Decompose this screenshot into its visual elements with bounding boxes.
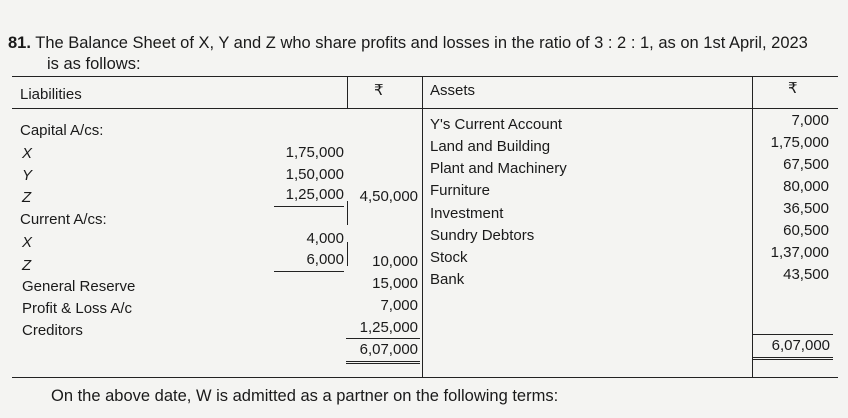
table-top-rule (12, 76, 838, 77)
assets-total: 6,07,000 (753, 334, 833, 360)
asset-label-land-building: Land and Building (430, 138, 551, 155)
question-text-1: The Balance Sheet of X, Y and Z who share profits and losses in the ratio of 3 : 2 : 1, as on 1st April, 2023 (35, 34, 808, 52)
liab-amount-profit-loss: 7,000 (380, 297, 418, 314)
asset-label-investment: Investment (430, 205, 504, 222)
liab-sub-capital-y: 1,50,000 (285, 166, 344, 183)
asset-amount-investment: 36,500 (783, 200, 829, 217)
liab-amount-creditors: 1,25,000 (359, 319, 418, 336)
header-liab-currency: ₹ (374, 82, 384, 99)
liab-sub-current-z: 6,000 (274, 249, 344, 272)
liab-amount-current-total: 10,000 (372, 253, 418, 270)
liab-label-current: Current A/cs: (20, 211, 107, 228)
table-bottom-rule (12, 377, 838, 378)
liab-label-creditors: Creditors (22, 322, 83, 339)
liab-label-current-x: X (22, 234, 33, 251)
header-assets-currency: ₹ (788, 80, 798, 97)
balance-sheet-table (12, 76, 838, 378)
asset-amount-sundry-debtors: 60,500 (783, 222, 829, 239)
col-divider-middle (422, 76, 423, 377)
asset-label-y-current: Y's Current Account (430, 116, 563, 133)
liab-label-profit-loss: Profit & Loss A/c (22, 300, 133, 317)
asset-amount-y-current: 7,000 (791, 112, 829, 129)
header-assets: Assets (430, 82, 476, 99)
question-number: 81. (8, 34, 31, 52)
asset-amount-plant-machinery: 67,500 (783, 156, 829, 173)
liab-label-current-z: Z (22, 257, 32, 274)
liab-amount-general-reserve: 15,000 (372, 275, 418, 292)
col-divider-liab-amount-body (347, 201, 348, 225)
asset-amount-bank: 43,500 (783, 266, 829, 283)
liab-sub-capital-x: 1,75,000 (285, 144, 344, 161)
col-divider-liab-amount-body2 (347, 242, 348, 266)
asset-amount-furniture: 80,000 (783, 178, 829, 195)
asset-amount-stock: 1,37,000 (770, 244, 829, 261)
liab-label-general-reserve: General Reserve (22, 278, 136, 295)
col-divider-liab-amount (347, 76, 348, 108)
asset-label-stock: Stock (430, 249, 468, 266)
liab-sub-capital-z: 1,25,000 (274, 184, 344, 207)
asset-label-furniture: Furniture (430, 182, 491, 199)
table-header-rule (12, 108, 838, 109)
header-liabilities: Liabilities (20, 86, 82, 103)
asset-amount-land-building: 1,75,000 (770, 134, 829, 151)
liab-label-capital: Capital A/cs: (20, 122, 104, 139)
asset-label-sundry-debtors: Sundry Debtors (430, 227, 535, 244)
liab-sub-current-x: 4,000 (306, 230, 344, 247)
col-divider-assets-amount (752, 76, 753, 377)
asset-label-bank: Bank (430, 271, 465, 288)
question-line-2: is as follows: (47, 55, 141, 73)
liab-label-capital-y: Y (22, 167, 33, 184)
footer-text: On the above date, W is admitted as a partner on the following terms: (51, 387, 559, 405)
question-line-1 (8, 33, 808, 53)
liab-total: 6,07,000 (346, 338, 420, 364)
liab-amount-capital-total: 4,50,000 (359, 188, 418, 205)
asset-label-plant-machinery: Plant and Machinery (430, 160, 567, 177)
liab-label-capital-z: Z (22, 189, 32, 206)
liab-label-capital-x: X (22, 145, 33, 162)
